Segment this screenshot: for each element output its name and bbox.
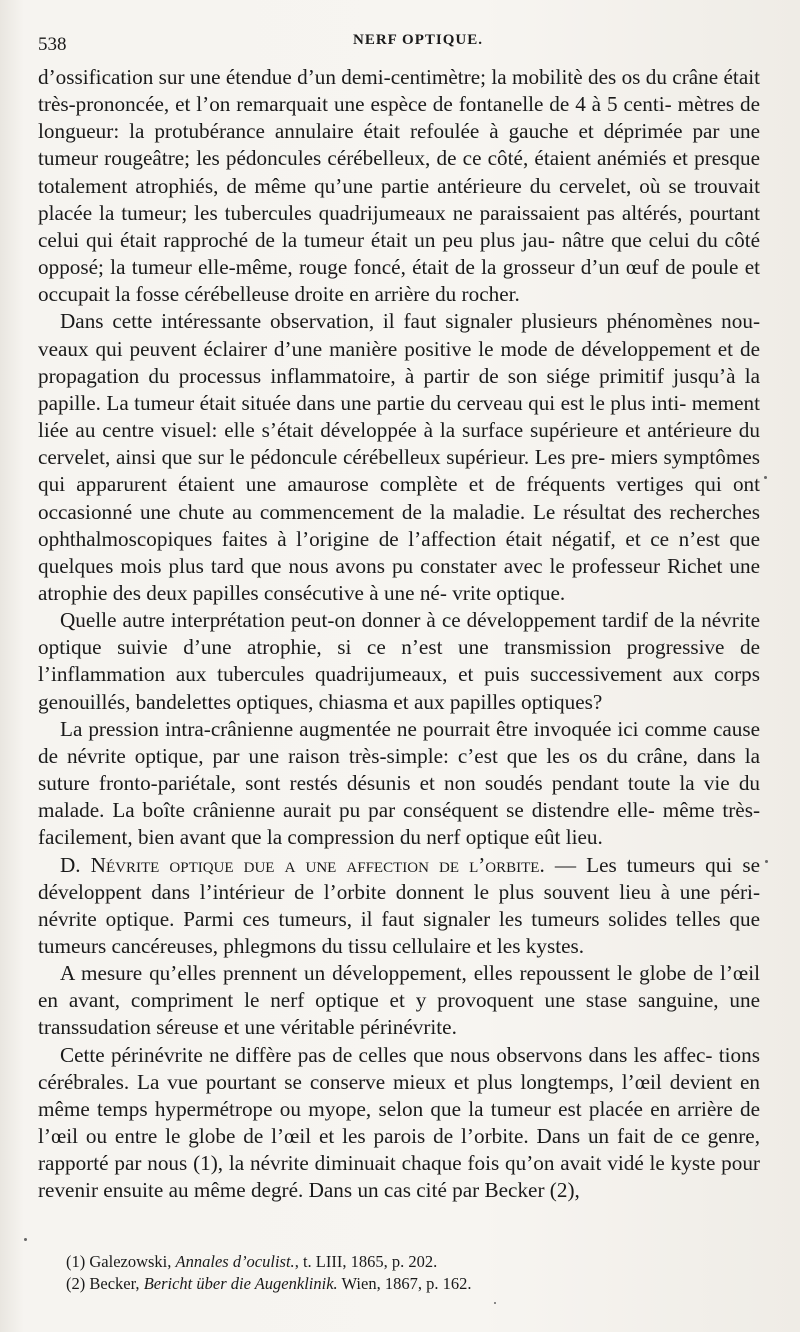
text-line: — Les tumeurs qui [544, 852, 733, 877]
text-line: d’ossification sur une étendue d’un demi-centimètre; la mobilitè des os du crâne [38, 65, 719, 89]
text-line: altérés, pourtant celui qui était rapproché de la tumeur était un peu plus jau- [38, 200, 760, 252]
text-line: mement liée au centre visuel: elle s’était développée à la surface supérieure et [38, 390, 760, 443]
footnote-rest: Wien, 1867, p. 162. [337, 1274, 472, 1293]
text-line: vidé le kyste pour revenir ensuite au même degré. Dans un cas cité par Becker (2), [38, 1151, 760, 1203]
paragraph-6 [38, 960, 760, 1041]
text-line: résultat des recherches ophthalmoscopiques faites à l’origine de l’affection était [38, 499, 760, 551]
footnote-marker: (1) [66, 1252, 86, 1271]
paper-speck [764, 476, 767, 479]
text-line: l’œil en avant, compriment le nerf optique et y provoquent une stase sanguine, [38, 961, 760, 1013]
footnote-marker: (2) [66, 1274, 86, 1293]
text-line: la vie du malade. La boîte crânienne aurait pu par conséquent se distendre elle- [38, 771, 761, 823]
text-line: veaux qui peuvent éclairer d’une manière positive le mode de développement et [38, 336, 734, 361]
text-line: et presque totalement atrophiés, de même qu’une partie antérieure du cervelet, où [38, 146, 760, 198]
text-line: se développent dans l’intérieur de l’orbite donnent le plus souvent lieu à une péri- [38, 852, 760, 904]
paragraph-1 [38, 64, 760, 308]
text-line: grosseur d’un œuf de poule et occupait la fosse cérébelleuse droite en arrière [38, 255, 761, 307]
paper-speck [494, 1302, 496, 1304]
text-line: vertiges qui ont occasionné une chute au commencement de la maladie. Le [38, 472, 761, 524]
text-line: était très-prononcée, et l’on remarquait une espèce de fontanelle de 4 à 5 centi- [38, 65, 760, 117]
paragraph-5 [38, 852, 760, 961]
text-line: cause de névrite optique, par une raison très-simple: c’est que les os du crâne, [38, 716, 760, 768]
text-line: par une tumeur rougeâtre; les pédoncules cérébelleux, de ce côté, étaient anémiés [38, 119, 760, 171]
footnote-author: Galezowski, [89, 1252, 172, 1271]
text-line: de propagation du processus inflammatoire, à partir de son siége primitif jusqu’à [38, 336, 760, 388]
text-line: se trouvait placée la tumeur; les tubercules quadrijumeaux ne paraissaient pas [38, 173, 760, 225]
footnote-1 [66, 1251, 756, 1273]
text-line: devient en même temps hypermétrope ou myope, selon que la tumeur est placée [38, 1069, 760, 1121]
text-line: dans la suture fronto-pariétale, sont restés désunis et non soudés pendant toute [38, 743, 760, 796]
text-line: l’inflammation aux tubercules quadrijumeaux, et puis successivement aux corps [38, 662, 760, 687]
page-header [38, 30, 758, 60]
text-line: genouillés, bandelettes optiques, chiasma et aux papilles optiques? [38, 689, 603, 714]
text-line: avec le professeur Richet une atrophie des deux papilles consécutive à une né- [38, 553, 761, 605]
footnotes [66, 1251, 756, 1295]
text-line: Quelle autre interprétation peut-on donner à ce développement tardif de la [60, 608, 696, 633]
page-number: 538 [38, 34, 67, 55]
running-title: NERF OPTIQUE. [353, 32, 483, 48]
text-line: Dans cette intéressante observation, il faut signaler plusieurs phénomènes nou- [60, 309, 760, 334]
footnote-author: Becker, [89, 1274, 140, 1293]
text-line: en arrière de l’œil ou entre le globe de l’œil et les parois de l’orbite. Dans un fait [38, 1096, 761, 1149]
text-line: nâtre que celui du côté opposé; la tumeur elle-même, rouge foncé, était de la [38, 227, 760, 280]
paragraph-4 [38, 716, 760, 852]
text-line: névrite optique suivie d’une atrophie, si ce n’est une transmission progressive de [38, 608, 761, 660]
text-line: antérieure du cervelet, ainsi que sur le pédoncule cérébelleux supérieur. Les pre- [38, 418, 760, 470]
text-line: tions cérébrales. La vue pourtant se conserve mieux et plus longtemps, l’œil [38, 1042, 760, 1094]
footnote-rest: , t. LIII, 1865, p. 202. [294, 1252, 438, 1271]
text-line: négatif, et ce n’est que quelques mois plus tard que nous avons pu constater [38, 526, 761, 578]
text-line: du rocher. [435, 282, 520, 307]
text-line: même très-facilement, bien avant que la compression du nerf optique eût lieu. [38, 798, 760, 850]
text-line: La pression intra-crânienne augmentée ne pourrait être invoquée ici comme [60, 716, 707, 741]
paragraph-7 [38, 1042, 760, 1205]
text-line: de ce genre, rapporté par nous (1), la névrite diminuait chaque fois qu’on avait [38, 1124, 761, 1176]
text-line: la papille. La tumeur était située dans une partie du cerveau qui est le plus inti- [38, 363, 761, 415]
footnote-title: Bericht über die Augenklinik. [143, 1274, 338, 1293]
text-line: tumeurs cancéreuses, phlegmons du tissu cellulaire et les kystes. [38, 934, 585, 958]
text-line: une transsudation séreuse et une véritable périnévrite. [38, 988, 760, 1040]
footnote-2 [66, 1273, 756, 1295]
body-text [38, 64, 760, 1205]
text-line: A mesure qu’elles prennent un développement, elles repoussent le globe de [60, 961, 714, 986]
paper-speck [765, 860, 768, 863]
text-line: miers symptômes qui apparurent étaient une amaurose complète et de fréquents [38, 445, 760, 497]
paragraph-3 [38, 607, 760, 716]
text-line: mètres de longueur: la protubérance annulaire était refoulée à gauche et déprimée [38, 92, 760, 144]
text-line: névrite optique. Parmi ces tumeurs, il faut signaler les tumeurs solides telles que [38, 906, 760, 931]
paragraph-2 [38, 308, 760, 607]
text-line: vrite optique. [452, 580, 566, 605]
paper-speck [24, 1238, 27, 1241]
text-line: Cette périnévrite ne diffère pas de celles que nous observons dans les affec- [60, 1042, 713, 1067]
section-heading: D. Névrite optique due a une affection de l’orbite. [60, 852, 545, 877]
footnote-title: Annales d’oculist. [175, 1252, 295, 1271]
